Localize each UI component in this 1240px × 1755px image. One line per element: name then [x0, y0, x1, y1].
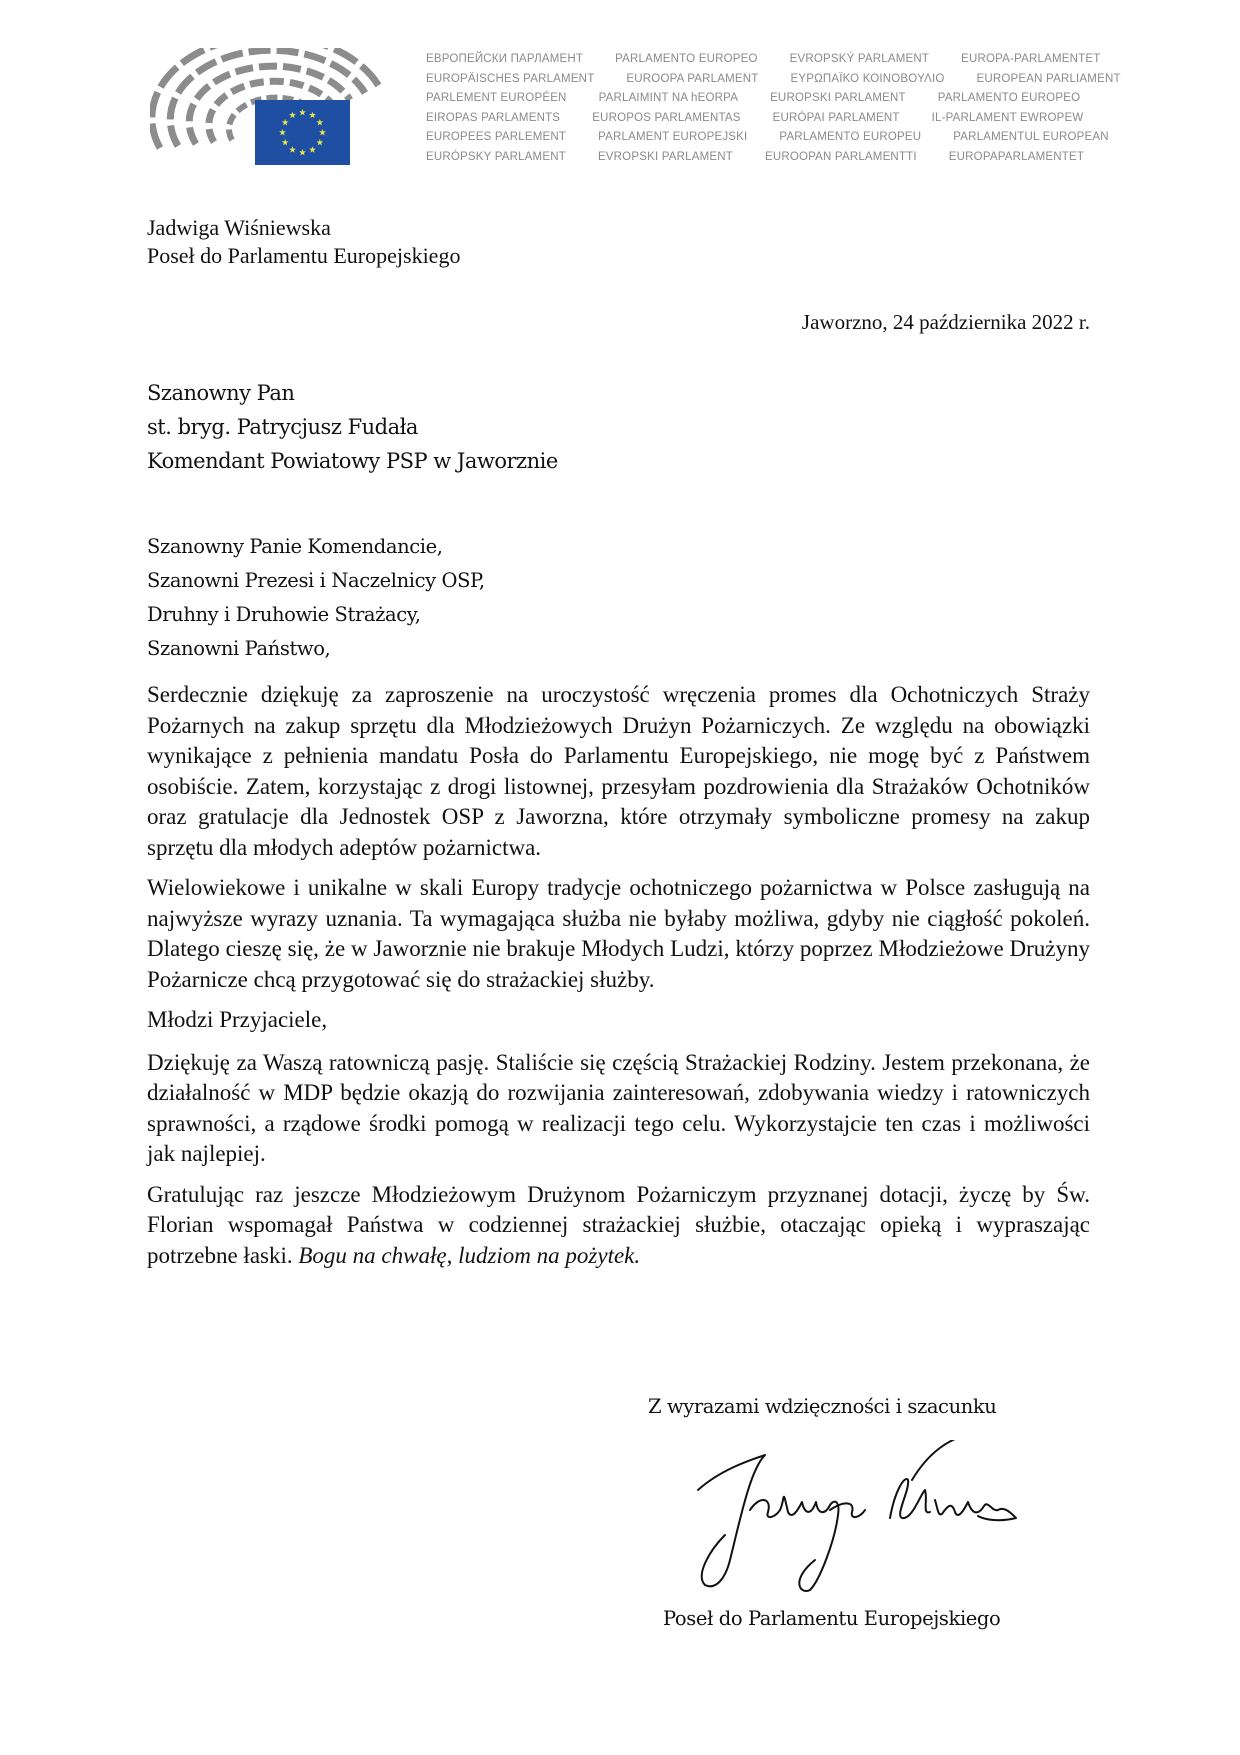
body-greeting: Młodzi Przyjaciele, [147, 1007, 328, 1032]
recipient-block [147, 376, 558, 478]
language-label: PARLAMENTUL EUROPEAN [953, 131, 1109, 144]
sender-block [147, 214, 460, 270]
recipient-name: st. bryg. Patrycjusz Fudała [147, 415, 418, 439]
language-row [410, 70, 1121, 90]
language-label: EUROPAPARLAMENTET [948, 150, 1085, 163]
language-row [410, 50, 1101, 70]
closing-text: Z wyrazami wdzięczności i szacunku [648, 1395, 997, 1418]
body-text: Gratulując raz jeszcze Młodzieżowym Drużynom Pożarniczym przyznanej dotacji, życzę by Św. Florian wspomagał Państwa w codziennej strażackiej służbie, otaczając opieką i wypraszając potrzebne łaski. [147, 1181, 1090, 1268]
language-label: IL-PARLAMENT EWROPEW [931, 111, 1084, 124]
salutations [147, 530, 485, 666]
letterhead [150, 40, 1121, 180]
european-parliament-logo-icon [150, 48, 390, 173]
language-label: EUROPSKI PARLAMENT [770, 92, 906, 105]
motto: Bogu na chwałę, ludziom na pożytek. [298, 1242, 641, 1268]
language-row [410, 109, 1090, 129]
language-row [410, 148, 1090, 168]
handwritten-signature-icon [680, 1440, 1020, 1610]
language-label: EIROPAS PARLAMENTS [426, 111, 561, 124]
language-label: PARLEMENT EUROPÉEN [426, 92, 567, 105]
sender-title: Poseł do Parlamentu Europejskiego [147, 243, 461, 268]
body-paragraph: Serdecznie dziękuję za zaproszenie na uroczystość wręczenia promes dla Ochotniczych Straży Pożarnych na zakup sprzętu dla Młodzieżowych Drużyn Pożarniczych. Ze względu na obowiązki wynikające z pełnienia mandatu Posła do Parlamentu Europejskiego, nie mogę być z Państwem osobiście. Zatem, korzystając z drogi listownej, przesyłam pozdrowienia dla Strażaków Ochotników oraz gratulacje dla Jednostek OSP z Jaworzna, które otrzymały symboliczne promesy na zakup sprzętu dla młodych adeptów pożarnictwa. [147, 682, 1090, 860]
language-label: EUROOPA PARLAMENT [626, 72, 759, 85]
language-label: EVROPSKÝ PARLAMENT [789, 53, 930, 65]
signature-title: Poseł do Parlamentu Europejskiego [663, 1607, 1001, 1630]
recipient-position: Komendant Powiatowy PSP w Jaworznie [147, 449, 558, 473]
language-row [410, 128, 1109, 148]
body-paragraph [147, 1180, 1090, 1272]
language-label: ΕΥΡΩΠΑΪΚΟ ΚΟΙΝΟΒΟΥΛΙΟ [790, 72, 945, 85]
language-label: PARLAMENTO EUROPEO [615, 53, 758, 65]
salutation-line: Szanowni Państwo, [147, 637, 331, 660]
language-label: PARLAMENTO EUROPEU [779, 131, 922, 144]
language-names [410, 50, 1121, 168]
language-label: EVROPSKI PARLAMENT [597, 150, 733, 163]
language-label: PARLAMENTO EUROPEO [937, 92, 1081, 105]
language-label: EUROPÄISCHES PARLAMENT [426, 72, 595, 85]
salutation-line: Szanowny Panie Komendancie, [147, 535, 443, 558]
language-label: EUROPA-PARLAMENTET [961, 53, 1101, 65]
language-label: PARLAMENT EUROPEJSKI [598, 131, 748, 144]
salutation-line: Szanowni Prezesi i Naczelnicy OSP, [147, 569, 485, 592]
language-label: EURÓPSKY PARLAMENT [426, 150, 566, 163]
language-label: PARLAIMINT NA hEORPA [598, 92, 739, 105]
language-label: EURÓPAI PARLAMENT [772, 111, 900, 124]
language-label: EUROPEAN PARLIAMENT [976, 72, 1121, 85]
letter-date: Jaworzno, 24 października 2022 r. [801, 310, 1090, 334]
salutation-line: Druhny i Druhowie Strażacy, [147, 603, 421, 626]
language-label: EUROPOS PARLAMENTAS [592, 111, 741, 124]
letter-body [147, 680, 1090, 1281]
recipient-line: Szanowny Pan [147, 381, 295, 405]
language-label: ЕВРОПЕЙСКИ ПАРЛАМЕНТ [426, 53, 584, 65]
body-paragraph: Dziękuję za Waszą ratowniczą pasję. Staliście się częścią Strażackiej Rodziny. Jestem przekonana, że działalność w MDP będzie okazją do rozwijania zainteresowań, zdobywania wiedzy i ratowniczych sprawności, a rządowe środki pomogą w realizacji tego celu. Wykorzystajcie ten czas i możliwości jak najlepiej. [147, 1049, 1090, 1166]
sender-name: Jadwiga Wiśniewska [147, 215, 331, 240]
language-label: EUROOPAN PARLAMENTTI [764, 150, 917, 163]
body-paragraph: Wielowiekowe i unikalne w skali Europy tradycje ochotniczego pożarnictwa w Polsce zasługują na najwyższe wyrazy uznania. Ta wymagająca służba nie byłaby możliwa, gdyby nie ciągłość pokoleń. Dlatego cieszę się, że w Jaworznie nie brakuje Młodych Ludzi, którzy poprzez Młodzieżowe Drużyny Pożarnicze chcą przygotować się do strażackiej służby. [147, 875, 1090, 992]
language-row [410, 89, 1090, 109]
language-label: EUROPEES PARLEMENT [426, 131, 567, 144]
